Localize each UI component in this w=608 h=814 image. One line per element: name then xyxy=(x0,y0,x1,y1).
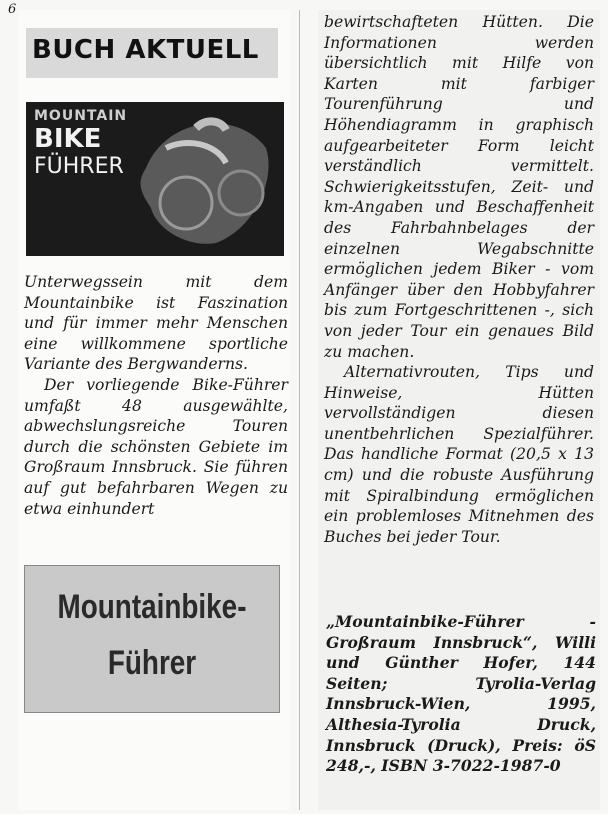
cover-title-mountain: MOUNTAIN xyxy=(34,108,128,124)
right-paragraph-1: bewirtschafteten Hütten. Die Informationen werden übersichtlich mit Hilfe von Karten mit farbiger Tourenführung und Höhendiagramm in graphisch aufgearbeiteter Form leicht verständlich vermittelt. Schwierigkeitsstufen, Zeit- und km-Angaben und Beschaffenheit des Fahrbahnbelages der einzelnen Wegabschnitte ermöglichen jedem Biker - vom Anfänger über den Hobbyfahrer bis zum Fortgeschrittenen -, sich von jeder Tour ein genaues Bild zu machen. xyxy=(324,13,594,361)
column-divider xyxy=(299,10,300,810)
corner-mark: 6 xyxy=(8,2,17,17)
title-box-line-1: Mountainbike- xyxy=(57,588,247,626)
left-paragraph-2: Der vorliegende Bike-Führer umfaßt 48 ausgewählte, abwechslungsreiche Touren durch die schönsten Gebiete im Großraum Innsbruck. Sie führen auf gut befahrbaren Wegen zu etwa einhundert xyxy=(24,375,288,518)
right-paragraph-2: Alternativrouten, Tips und Hinweise, Hütten vervollständigen diesen unentbehrlichen Spezialführer. Das handliche Format (20,5 x 13 cm) und die robuste Ausführung mit Spiralbindung ermöglichen ein problemloses Mitnehmen des Buches bei jeder Tour. xyxy=(324,363,594,546)
title-box-line-2: Führer xyxy=(107,644,197,682)
book-cover-image xyxy=(26,102,284,256)
cover-title-bike: BIKE xyxy=(34,124,102,154)
right-article-text xyxy=(324,12,594,547)
cover-title-fuehrer: FÜHRER xyxy=(34,154,124,179)
bibliography: „Mountainbike-Führer - Großraum Innsbruck“, Willi und Günther Hofer, 144 Seiten; Tyrolia-Verlag Innsbruck-Wien, 1995, Althesia-Tyrolia Druck, Innsbruck (Druck), Preis: öS 248,-, ISBN 3-7022-1987-0 xyxy=(326,612,596,776)
left-article-text xyxy=(24,272,288,519)
right-column xyxy=(318,10,600,810)
book-title-box xyxy=(24,565,280,713)
cyclist-photo xyxy=(126,108,276,248)
left-paragraph-1: Unterwegssein mit dem Mountainbike ist Faszination und für immer mehr Menschen eine willkommene sportliche Variante des Bergwanderns. xyxy=(24,273,288,374)
section-heading: BUCH AKTUELL xyxy=(32,35,259,65)
left-column xyxy=(18,10,290,810)
